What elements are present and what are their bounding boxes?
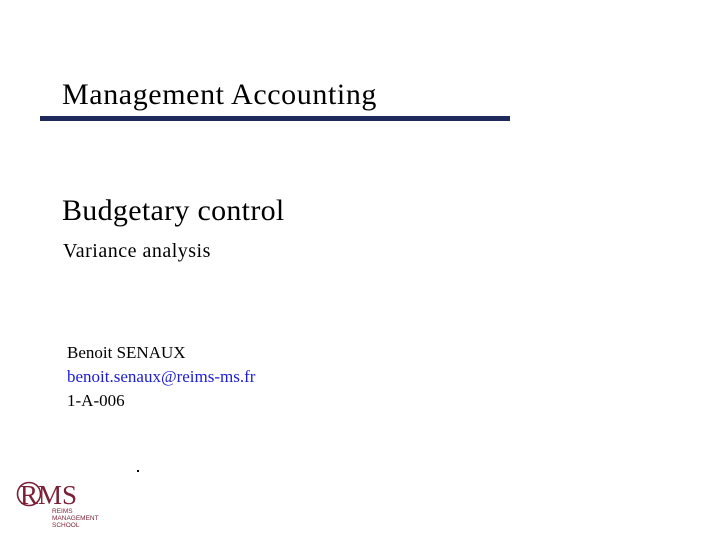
author-office: 1-A-006 xyxy=(67,391,125,410)
logo-line-3: SCHOOL xyxy=(52,522,80,529)
logo-wordmark: RMS xyxy=(20,480,78,510)
title-underline xyxy=(40,116,510,121)
decorative-dot xyxy=(137,470,139,472)
slide-sub-subtitle: Variance analysis xyxy=(63,240,211,262)
contact-block xyxy=(67,341,255,413)
author-email-link[interactable]: benoit.senaux@reims-ms.fr xyxy=(67,367,256,386)
rms-logo xyxy=(16,474,116,534)
slide-subtitle: Budgetary control xyxy=(62,194,285,227)
author-name: Benoit SENAUX xyxy=(67,343,186,362)
logo-line-2: MANAGEMENT xyxy=(52,515,99,522)
slide-title: Management Accounting xyxy=(62,78,378,111)
logo-line-1: REIMS xyxy=(52,508,73,515)
